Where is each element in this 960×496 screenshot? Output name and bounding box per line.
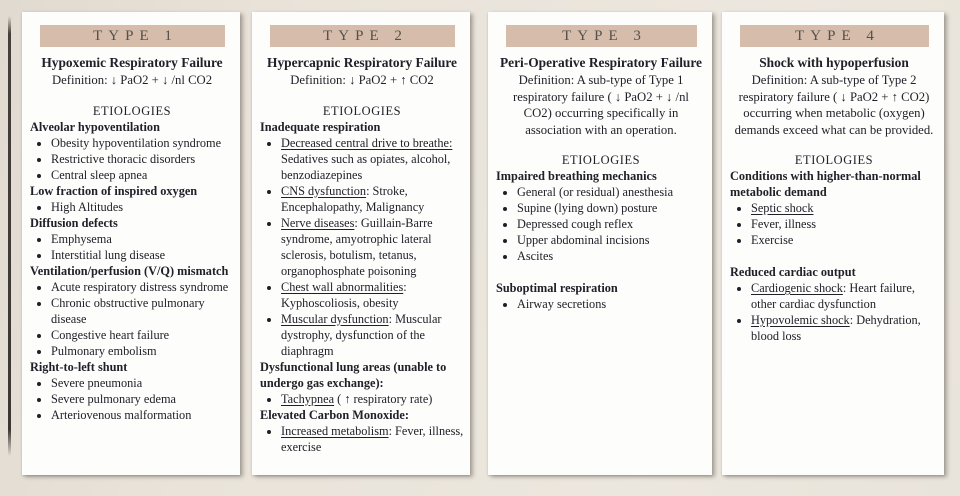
type-header-bar xyxy=(270,25,455,47)
bullet-text: : Guillain-Barre syndrome, amyotrophic lateral sclerosis, botulism, tetanus, organophosphate poisoning xyxy=(281,215,433,278)
bullet-item xyxy=(751,312,938,344)
bullet-item xyxy=(751,216,938,232)
bullet-item xyxy=(51,327,234,343)
underlined-term: CNS dysfunction xyxy=(281,183,367,198)
bullet-item xyxy=(281,183,464,215)
bullet-text: : Kyphoscoliosis, obesity xyxy=(281,279,407,310)
card-title: Shock with hypoperfusion xyxy=(759,55,909,70)
bullet-text: Obesity hypoventilation syndrome xyxy=(51,135,222,150)
bullet-text: : Fever, illness, exercise xyxy=(281,423,464,454)
bullet-list xyxy=(30,231,234,263)
section-heading: Inadequate respiration xyxy=(260,119,381,134)
card-definition: Definition: ↓ PaO2 + ↓ /nl CO2 xyxy=(51,73,213,87)
type-card-1 xyxy=(22,12,240,475)
type-card-4 xyxy=(722,12,944,475)
card-title: Hypercapnic Respiratory Failure xyxy=(267,55,457,70)
bullet-list xyxy=(30,199,234,215)
bullet-item xyxy=(517,184,706,200)
etiologies-label: ETIOLOGIES xyxy=(794,153,874,167)
type-card-2 xyxy=(252,12,470,475)
underlined-term: Chest wall abnormalities xyxy=(281,279,404,294)
bullet-text: Severe pulmonary edema xyxy=(51,391,176,406)
type-card-3 xyxy=(488,12,712,475)
bullet-text: Pulmonary embolism xyxy=(51,343,157,358)
bullet-text: Acute respiratory distress syndrome xyxy=(51,279,229,294)
bullet-text: General (or residual) anesthesia xyxy=(517,185,674,199)
bullet-list xyxy=(30,279,234,359)
underlined-term: Tachypnea xyxy=(281,391,335,406)
underlined-term: Hypovolemic shock xyxy=(751,313,850,327)
bullet-text: Chronic obstructive pulmonary disease xyxy=(51,295,205,326)
etiologies-label: ETIOLOGIES xyxy=(92,103,172,118)
bullet-list xyxy=(496,184,706,264)
bullet-list xyxy=(260,423,464,455)
etiologies-label: ETIOLOGIES xyxy=(561,153,641,167)
bullet-item xyxy=(517,200,706,216)
bullet-item xyxy=(51,247,234,263)
bullet-item xyxy=(51,295,234,327)
section-heading: Elevated Carbon Monoxide: xyxy=(260,407,409,422)
bullet-text: Depressed cough reflex xyxy=(517,217,634,231)
bullet-list xyxy=(30,135,234,183)
bullet-item xyxy=(51,279,234,295)
type-header-bar xyxy=(506,25,697,47)
bullet-list xyxy=(260,135,464,359)
underlined-term: Muscular dysfunction xyxy=(281,311,389,326)
section-heading: Conditions with higher-than-normal metabolic demand xyxy=(730,169,921,199)
etiologies-label: ETIOLOGIES xyxy=(322,103,402,118)
bullet-item xyxy=(751,200,938,216)
bullet-item xyxy=(517,296,706,312)
bullet-item xyxy=(751,280,938,312)
bullet-item xyxy=(281,279,464,311)
bullet-item xyxy=(51,375,234,391)
card-definition: Definition: A sub-type of Type 2 respiratory failure ( ↓ PaO2 + ↑ CO2) occurring when metabolic (oxygen) demands exceed what can be provided. xyxy=(734,73,934,137)
underlined-term: Cardiogenic shock xyxy=(751,281,843,295)
bullet-text: Emphysema xyxy=(51,231,112,246)
bullet-list xyxy=(730,200,938,248)
bullet-text: Airway secretions xyxy=(517,297,607,311)
type-label: TYPE 2 xyxy=(323,27,408,44)
bullet-item xyxy=(51,167,234,183)
bullet-item xyxy=(51,199,234,215)
bullet-list xyxy=(260,391,464,407)
bullet-text: Arteriovenous malformation xyxy=(51,407,192,422)
bullet-item xyxy=(751,232,938,248)
bullet-text: Upper abdominal incisions xyxy=(517,233,650,247)
bullet-text: Interstitial lung disease xyxy=(51,247,166,262)
underlined-term: Decreased central drive to breathe: xyxy=(281,135,453,150)
section-heading: Low fraction of inspired oxygen xyxy=(30,183,198,198)
bullet-text: : Heart failure, other cardiac dysfunction xyxy=(751,281,915,311)
section-heading: Reduced cardiac output xyxy=(730,265,856,279)
bullet-item xyxy=(517,216,706,232)
bullet-item xyxy=(51,151,234,167)
bullet-text: : Muscular dystrophy, dysfunction of the diaphragm xyxy=(281,311,442,358)
bullet-item xyxy=(51,343,234,359)
underlined-term: Septic shock xyxy=(751,201,814,215)
section-heading: Dysfunctional lung areas (unable to undergo gas exchange): xyxy=(260,359,447,390)
underlined-term: Increased metabolism xyxy=(281,423,389,438)
card-title: Peri-Operative Respiratory Failure xyxy=(499,55,703,70)
page-edge-line xyxy=(8,16,11,456)
bullet-item xyxy=(517,248,706,264)
underlined-term: Nerve diseases xyxy=(281,215,355,230)
bullet-item xyxy=(281,423,464,455)
bullet-text: Sedatives such as opiates, alcohol, benzodiazepines xyxy=(281,151,451,182)
bullet-text: Ascites xyxy=(517,249,554,263)
bullet-text: : Dehydration, blood loss xyxy=(751,313,921,343)
bullet-item xyxy=(51,231,234,247)
bullet-list xyxy=(30,375,234,423)
bullet-list xyxy=(496,296,706,312)
section-heading: Suboptimal respiration xyxy=(496,281,618,295)
bullet-item xyxy=(51,407,234,423)
bullet-item xyxy=(281,135,464,183)
section-heading: Impaired breathing mechanics xyxy=(496,169,657,183)
bullet-item xyxy=(281,215,464,279)
bullet-text: Central sleep apnea xyxy=(51,167,148,182)
card-definition: Definition: ↓ PaO2 + ↑ CO2 xyxy=(290,73,434,87)
bullet-item xyxy=(51,135,234,151)
bullet-item xyxy=(517,232,706,248)
bullet-text: Severe pneumonia xyxy=(51,375,143,390)
type-header-bar xyxy=(40,25,225,47)
bullet-text: Supine (lying down) posture xyxy=(517,201,658,215)
bullet-list xyxy=(730,280,938,344)
card-title: Hypoxemic Respiratory Failure xyxy=(41,55,223,70)
card-definition: Definition: A sub-type of Type 1 respiratory failure ( ↓ PaO2 + ↓ /nl CO2) occurring specifically in association with an operation. xyxy=(513,73,689,137)
bullet-item xyxy=(281,311,464,359)
type-label: TYPE 3 xyxy=(562,27,647,44)
type-header-bar xyxy=(740,25,929,47)
bullet-item xyxy=(51,391,234,407)
type-label: TYPE 4 xyxy=(795,27,880,44)
bullet-text: ( ↑ respiratory rate) xyxy=(334,391,433,406)
section-heading: Diffusion defects xyxy=(30,215,118,230)
bullet-text: : Stroke, Encephalopathy, Malignancy xyxy=(281,183,425,214)
bullet-text: Exercise xyxy=(751,233,794,247)
section-heading: Ventilation/perfusion (V/Q) mismatch xyxy=(30,263,229,278)
bullet-text: High Altitudes xyxy=(51,199,124,214)
bullet-text: Congestive heart failure xyxy=(51,327,170,342)
section-heading: Right-to-left shunt xyxy=(30,359,128,374)
bullet-text: Fever, illness xyxy=(751,217,817,231)
bullet-item xyxy=(281,391,464,407)
section-heading: Alveolar hypoventilation xyxy=(30,119,160,134)
bullet-text: Restrictive thoracic disorders xyxy=(51,151,196,166)
type-label: TYPE 1 xyxy=(93,27,178,44)
